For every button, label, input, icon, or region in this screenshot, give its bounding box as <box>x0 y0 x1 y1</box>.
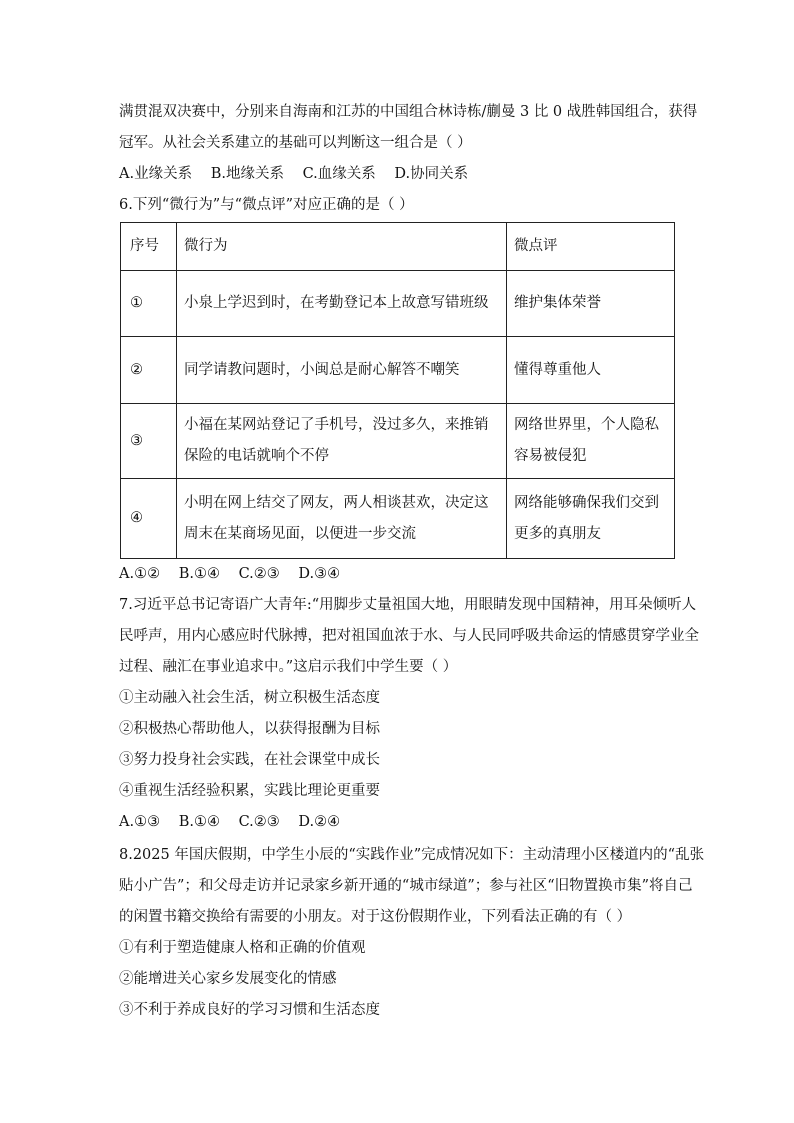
comment-cell: 网络世界里，个人隐私容易被侵犯 <box>507 404 675 479</box>
header-cell-comment: 微点评 <box>507 223 675 271</box>
table-row <box>121 271 675 337</box>
comment-cell: 维护集体荣誉 <box>507 271 675 337</box>
q7-stem-line-3: 过程、融汇在事业追求中。”这启示我们中学生要（ ） <box>119 659 458 675</box>
q7-option-c: C.②③ <box>238 814 280 830</box>
q7-option-d: D.②④ <box>298 814 341 830</box>
table-header-row <box>121 223 675 271</box>
q8-statement-2: ②能增进关心家乡发展变化的情感 <box>119 971 337 987</box>
behavior-cell: 小泉上学迟到时，在考勤登记本上故意写错班级 <box>177 271 507 337</box>
q5-option-d: D.协同关系 <box>394 166 469 182</box>
row-number-cell: ② <box>121 337 177 404</box>
q6-stem: 6.下列“微行为”与“微点评”对应正确的是（ ） <box>119 197 414 213</box>
comment-cell: 懂得尊重他人 <box>507 337 675 404</box>
behavior-cell: 同学请教问题时，小闽总是耐心解答不嘲笑 <box>177 337 507 404</box>
q8-stem-line-2: 贴小广告”；和父母走访并记录家乡新开通的“城市绿道”；参与社区“旧物置换市集”将自己 <box>119 878 693 894</box>
q7-statement-2: ②积极热心帮助他人，以获得报酬为目标 <box>119 721 380 737</box>
table-row <box>121 337 675 404</box>
behavior-cell: 小福在某网站登记了手机号，没过多久，来推销保险的电话就响个不停 <box>177 404 507 479</box>
q8-stem-line-1: 8.2025 年国庆假期，中学生小辰的“实践作业”完成情况如下：主动清理小区楼道内的“乱张 <box>119 847 705 863</box>
q5-stem-line-2: 冠军。从社会关系建立的基础可以判断这一组合是（ ） <box>119 135 472 151</box>
q7-stem-line-1: 7.习近平总书记寄语广大青年:“用脚步丈量祖国大地，用眼睛发现中国精神，用耳朵倾听人 <box>119 597 697 613</box>
comment-cell: 网络能够确保我们交到更多的真朋友 <box>507 479 675 559</box>
q7-option-b: B.①④ <box>178 814 220 830</box>
table-row <box>121 404 675 479</box>
q6-option-c: C.②③ <box>238 566 280 582</box>
q8-statement-3: ③不利于养成良好的学习习惯和生活态度 <box>119 1002 380 1018</box>
q7-option-a: A.①③ <box>119 814 161 830</box>
header-cell-behavior: 微行为 <box>177 223 507 271</box>
header-cell-number: 序号 <box>121 223 177 271</box>
q6-option-a: A.①② <box>119 566 161 582</box>
q5-option-c: C.血缘关系 <box>302 166 376 182</box>
behavior-cell: 小明在网上结交了网友，两人相谈甚欢，决定这周末在某商场见面，以便进一步交流 <box>177 479 507 559</box>
q7-stem-line-2: 民呼声，用内心感应时代脉搏，把对祖国血浓于水、与人民同呼吸共命运的情感贯穿学业全 <box>119 628 699 644</box>
q6-table <box>120 222 675 559</box>
q6-option-d: D.③④ <box>298 566 341 582</box>
q5-option-a: A.业缘关系 <box>119 166 193 182</box>
row-number-cell: ① <box>121 271 177 337</box>
q7-options <box>119 812 354 832</box>
q7-statement-4: ④重视生活经验积累，实践比理论更重要 <box>119 783 380 799</box>
q7-statement-3: ③努力投身社会实践，在社会课堂中成长 <box>119 752 380 768</box>
q7-statement-1: ①主动融入社会生活，树立积极生活态度 <box>119 690 380 706</box>
q5-options <box>119 164 482 184</box>
row-number-cell: ③ <box>121 404 177 479</box>
q5-option-b: B.地缘关系 <box>210 166 284 182</box>
row-number-cell: ④ <box>121 479 177 559</box>
q8-statement-1: ①有利于塑造健康人格和正确的价值观 <box>119 940 366 956</box>
table-row <box>121 479 675 559</box>
q5-stem-line-1: 满贯混双决赛中，分别来自海南和江苏的中国组合林诗栋/蒯曼 3 比 0 战胜韩国组合，获得 <box>119 104 698 120</box>
q8-stem-line-3: 的闲置书籍交换给有需要的小朋友。对于这份假期作业，下列看法正确的有（ ） <box>119 909 632 925</box>
q6-option-b: B.①④ <box>178 566 220 582</box>
q6-options <box>119 564 354 584</box>
